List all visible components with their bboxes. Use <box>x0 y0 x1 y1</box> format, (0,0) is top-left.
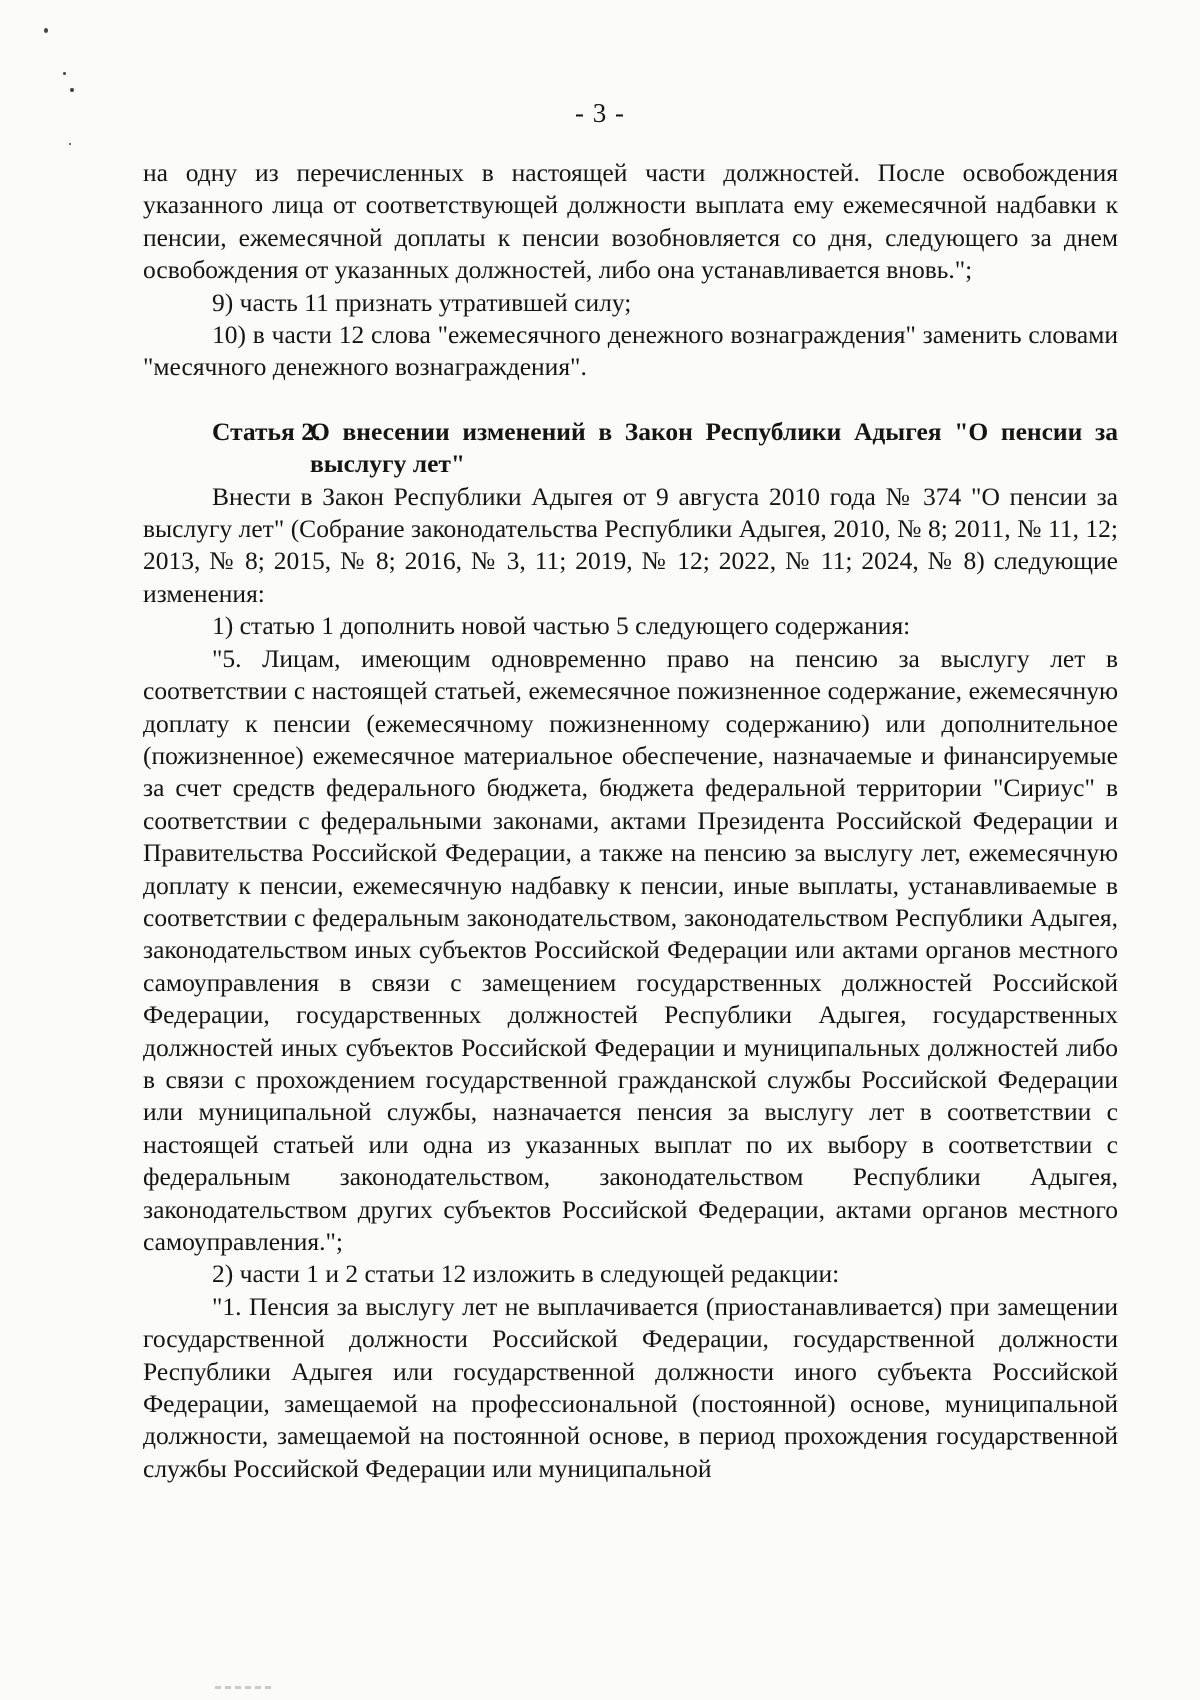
article-title: О внесении изменений в Закон Республики Адыгея "О пенсии за выслугу лет" <box>310 416 1118 479</box>
paragraph-continuation: на одну из перечисленных в настоящей части должностей. После освобождения указанного лица от соответствующей должности выплата ему ежемесячной надбавки к пенсии, ежемесячной доплаты к пенсии возобновляется со дня, следующего за днем освобождения от указанных должностей, либо она устанавливается вновь."; <box>143 158 1118 285</box>
scan-speck <box>44 28 48 33</box>
scan-speck <box>70 88 74 92</box>
paragraph-item-9: 9) часть 11 признать утратившей силу; <box>212 287 632 317</box>
scan-smudge <box>215 1686 275 1689</box>
article-intro-paragraph: Внести в Закон Республики Адыгея от 9 августа 2010 года № 374 "О пенсии за выслугу лет" (Собрание законодательства Республики Адыгея, 2010, № 8; 2011, № 11, 12; 2013, № 8; 2015, № 8; 2016, № 3, 11; 2019, № 12; 2022, № 11; 2024, № 8) следующие изменения: <box>143 481 1118 608</box>
scan-speck <box>63 72 66 75</box>
paragraph-item-10: 10) в части 12 слова "ежемесячного денежного вознаграждения" заменить словами "месячного денежного вознаграждения". <box>143 320 1118 382</box>
paragraph-item-1: 1) статью 1 дополнить новой частью 5 следующего содержания: <box>212 611 911 641</box>
scan-speck <box>69 143 71 145</box>
paragraph-part-1-text: "1. Пенсия за выслугу лет не выплачивается (приостанавливается) при замещении государственной должности Российской Федерации, государственной должности Республики Адыгея или государственной должности иного субъекта Российской Федерации, замещаемой на профессиональной (постоянной) основе, муниципальной должности, замещаемой на постоянной основе, в период прохождения государственной службы Российской Федерации или муниципальной <box>143 1291 1118 1483</box>
article-heading <box>143 416 1118 481</box>
article-number: Статья 2. <box>212 416 321 446</box>
page-number: - 3 - <box>575 98 625 128</box>
paragraph-part-5-text: "5. Лицам, имеющим одновременно право на пенсию за выслугу лет в соответствии с настоящей статьей, ежемесячное пожизненное содержание, ежемесячную доплату к пенсии (ежемесячному пожизненному содержанию) или дополнительное (пожизненное) ежемесячное материальное обеспечение, назначаемые и финансируемые за счет средств федерального бюджета, бюджета федеральной территории "Сириус" в соответствии с федеральными законами, актами Президента Российской Федерации и Правительства Российской Федерации, а также на пенсию за выслугу лет, ежемесячную доплату к пенсии, ежемесячную надбавку к пенсии, иные выплаты, устанавливаемые в соответствии с федеральным законодательством, законодательством Республики Адыгея, законодательством иных субъектов Российской Федерации или актами органов местного самоуправления в связи с замещением государственных должностей Российской Федерации, государственных должностей Республики Адыгея, государственных должностей иных субъектов Российской Федерации и муниципальных должностей либо в связи с прохождением государственной гражданской службы Российской Федерации или муниципальной службы, назначается пенсия за выслугу лет в соответствии с настоящей статьей или одна из указанных выплат по их выбору в соответствии с федеральным законодательством, законодательством Республики Адыгея, законодательством других субъектов Российской Федерации, актами органов местного самоуправления."; <box>143 643 1118 1256</box>
paragraph-item-2: 2) части 1 и 2 статьи 12 изложить в следующей редакции: <box>212 1259 840 1289</box>
document-body <box>143 157 1118 1485</box>
